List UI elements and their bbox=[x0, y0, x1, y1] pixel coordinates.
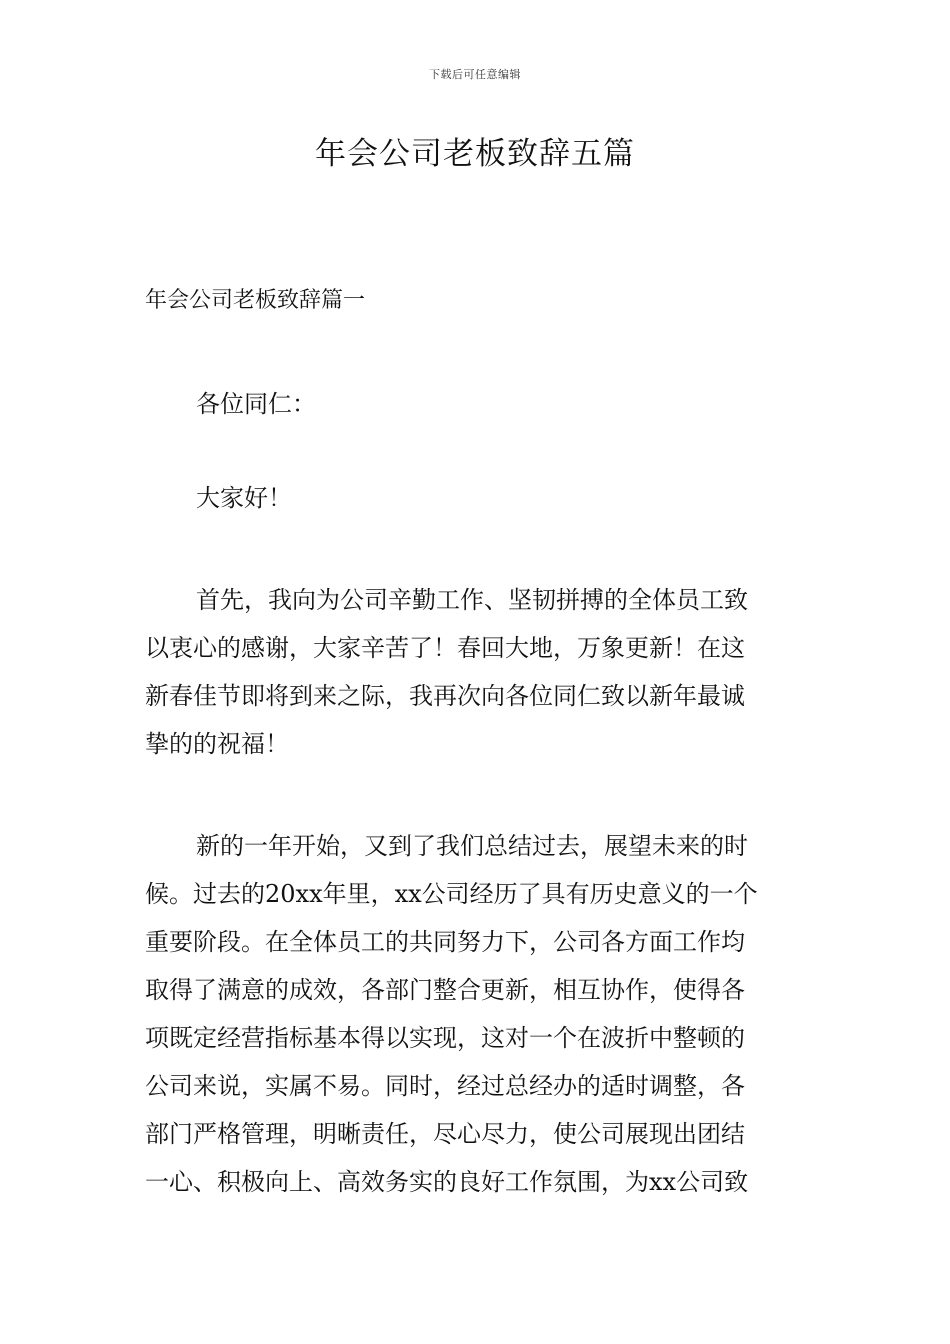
paragraph2-line: 取得了满意的成效，各部门整合更新，相互协作，使得各 bbox=[145, 976, 745, 1004]
paragraph2-line: 候。过去的20xx年里，xx公司经历了具有历史意义的一个 bbox=[145, 880, 758, 908]
paragraph1-line: 新春佳节即将到来之际，我再次向各位同仁致以新年最诚 bbox=[145, 682, 745, 710]
paragraph1-line: 以衷心的感谢，大家辛苦了！春回大地，万象更新！在这 bbox=[145, 634, 745, 662]
paragraph2-line: 新的一年开始，又到了我们总结过去，展望未来的时 bbox=[196, 832, 748, 860]
paragraph1-line: 首先，我向为公司辛勤工作、坚韧拼搏的全体员工致 bbox=[196, 586, 748, 614]
paragraph2-line: 一心、积极向上、高效务实的良好工作氛围，为xx公司致 bbox=[145, 1168, 749, 1196]
paragraph1-line: 挚的的祝福！ bbox=[145, 730, 289, 758]
header-note: 下载后可任意编辑 bbox=[429, 68, 521, 81]
paragraph2-line: 重要阶段。在全体员工的共同努力下，公司各方面工作均 bbox=[145, 928, 745, 956]
section-heading: 年会公司老板致辞篇一 bbox=[145, 288, 366, 313]
greeting: 大家好！ bbox=[196, 484, 292, 512]
salutation: 各位同仁： bbox=[196, 390, 316, 418]
paragraph2-line: 部门严格管理，明晰责任，尽心尽力，使公司展现出团结 bbox=[145, 1120, 745, 1148]
paragraph2-line: 公司来说，实属不易。同时，经过总经办的适时调整，各 bbox=[145, 1072, 745, 1100]
document-title: 年会公司老板致辞五篇 bbox=[315, 136, 635, 172]
paragraph2-line: 项既定经营指标基本得以实现，这对一个在波折中整顿的 bbox=[145, 1024, 745, 1052]
